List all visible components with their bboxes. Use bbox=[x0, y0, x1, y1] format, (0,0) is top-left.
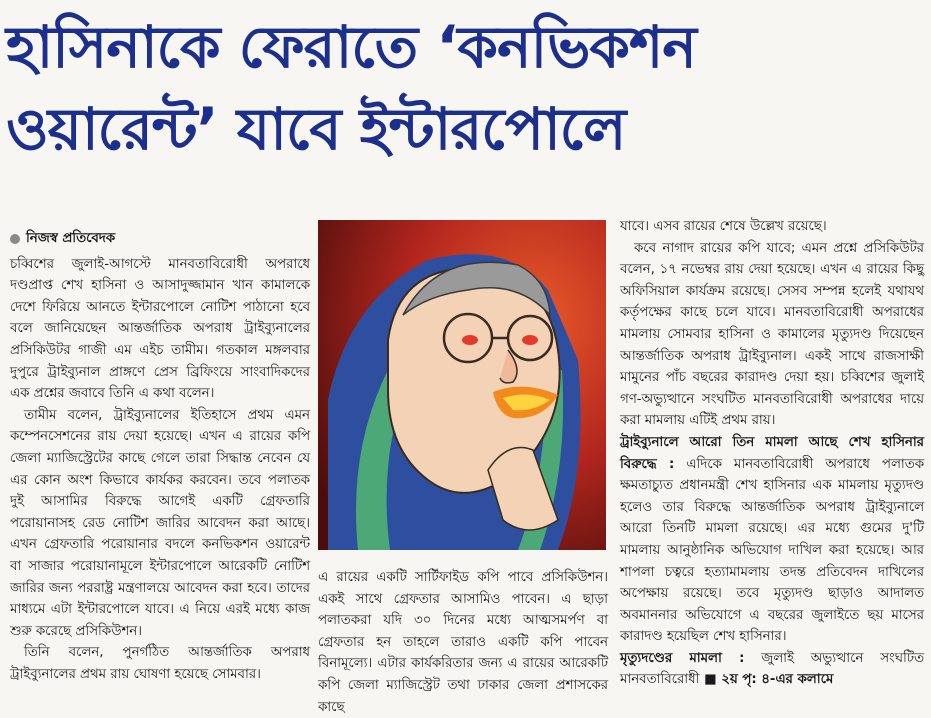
headline bbox=[6, 6, 924, 170]
headline-line-2: ওয়ারেন্ট’ যাবে ইন্টারপোলে bbox=[6, 95, 626, 163]
continued-note: ■ ২য় পৃ: ৪-এর কলামে bbox=[699, 672, 834, 688]
headline-line-1: হাসিনাকে ফেরাতে ‘কনভিকশন bbox=[6, 13, 696, 81]
paragraph bbox=[620, 432, 924, 648]
paragraph bbox=[620, 648, 924, 691]
paragraph: তামীম বলেন, ট্রাইব্যুনালের ইতিহাসে প্রথম এমন কম্পেনসেশনের রায় দেয়া হয়েছে। এখন এ রায়ের কপি জেলা ম্যাজিস্ট্রেটের কাছে গেলে তারা সিদ্ধান্ত নেবেন যে এর কোন অংশ কিভাবে কার্যকর করবেন। তবে পলাতক দুই আসামির বিরুদ্ধে আগেই একটি গ্রেফতারি পরোয়ানাসহ রেড নোটিশ জারির আবেদন করা আছে। এখন গ্রেফতারি পরোয়ানার বদলে কনভিকশন ওয়ারেন্ট বা সাজার পরোয়ানামূলে ইন্টারপোলে আরেকটি নোটিশ জারির জন্য পররাষ্ট্র মন্ত্রণালয়ে আবেদন করা হবে। তাদের মাধ্যমে এটা ইন্টারপোলে যাবে। এ নিয়ে এরই মধ্যে কাজ শুরু করেছে প্রসিকিউশন। bbox=[10, 407, 310, 639]
subheading: ট্রাইব্যুনালে আরো তিন মামলা আছে শেখ হাসিনার বিরুদ্ধে : bbox=[620, 434, 924, 472]
paragraph: এ রায়ের একটি সার্টিফাইড কপি পাবে প্রসিকিউশন। একই সাথে গ্রেফতার আসামিও পাবেন। এ ছাড়া পলাতকরা যদি ৩০ দিনের মধ্যে আত্মসমর্পণ বা গ্রেফতার হন তাহলে তারাও একটি কপি পাবেন বিনামূল্যে। এটার কার্যকরিতার জন্য এ রায়ের আরেকটি কপি জেলা ম্যাজিস্ট্রেট তথা ঢাকার জেলা প্রশাসকের কাছে bbox=[318, 570, 608, 715]
byline bbox=[10, 228, 310, 250]
article-column-1 bbox=[10, 228, 310, 685]
paragraph-text: এদিকে মানবতাবিরোধী অপরাধে পলাতক ক্ষমতাচ্যুত প্রধানমন্ত্রী শেখ হাসিনার এক মামলায় মৃত্যুদণ্ড হলেও তার বিরুদ্ধে আন্তর্জাতিক অপরাধ ট্রাইব্যুনালে আরো তিনটি মামলা রয়েছে। এর মধ্যে গুমের দু'টি মামলায় আনুষ্ঠানিক অভিযোগ দাখিল করা হয়েছে। আর শাপলা চত্বরে হত্যামামলায় তদন্ত প্রতিবেদন দাখিলের অপেক্ষায় রয়েছে। তবে মৃত্যুদণ্ড ছাড়াও আদালত অবমাননার অভিযোগে এ বছরের জুলাইতে ছয় মাসের কারাদণ্ড হয়েছিল শেখ হাসিনার। bbox=[620, 456, 924, 645]
article-column-2 bbox=[318, 567, 608, 718]
paragraph-text: জুলাই অভ্যুত্থানে সংঘটিত মানবতাবিরোধী bbox=[620, 650, 924, 688]
paragraph: কবে নাগাদ রায়ের কপি যাবে; এমন প্রশ্নে প্রসিকিউটর বলেন, ১৭ নভেম্বর রায় দেয়া হয়েছে। এখন এ রায়ের কিছু অফিসিয়াল কার্যক্রম রয়েছে। সেসব সম্পন্ন হলেই যথাযথ কর্তৃপক্ষের কাছে চলে যাবে। মানবতাবিরোধী অপরাধের মামলায় সোমবার হাসিনা ও কামালের মৃত্যুদণ্ড দিয়েছেন আন্তর্জাতিক অপরাধ ট্রাইব্যুনাল। একই সাথে রাজসাক্ষী মামুনের পাঁচ বছরের কারাদণ্ড দেয়া হয়। চব্বিশের জুলাই গণ-অভ্যুত্থানে সংঘটিত মানবতাবিরোধী অপরাধের দায়ে করা মামলায় এটিই প্রথম রায়। bbox=[620, 240, 924, 429]
cartoon-illustration bbox=[318, 220, 606, 550]
subheading: মৃত্যুদণ্ডের মামলা : bbox=[620, 650, 745, 666]
byline-text: নিজস্ব প্রতিবেদক bbox=[26, 231, 116, 246]
paragraph: যাবে। এসব রায়ের শেষে উল্লেখ রয়েছে। bbox=[620, 219, 827, 234]
paragraph: চব্বিশের জুলাই-আগস্টে মানবতাবিরোধী অপরাধে দণ্ডপ্রাপ্ত শেখ হাসিনা ও আসাদুজ্জামান খান কামালকে দেশে ফিরিয়ে আনতে ইন্টারপোলে নোটিশ পাঠানো হবে বলে জানিয়েছেন আন্তর্জাতিক অপরাধ ট্রাইব্যুনালের প্রসিকিউটর গাজী এম এইচ তামীম। গতকাল মঙ্গলবার দুপুরে ট্রাইব্যুনাল প্রাঙ্গণে প্রেস ব্রিফিংয়ে সাংবাদিকদের এক প্রশ্নের জবাবে তিনি এ কথা বলেন। bbox=[10, 256, 310, 402]
paragraph: তিনি বলেন, পুনর্গঠিত আন্তর্জাতিক অপরাধ ট্রাইব্যুনালের প্রথম রায় ঘোষণা হয়েছে সোমবার। bbox=[10, 645, 310, 682]
article-column-3 bbox=[620, 216, 924, 691]
bullet-dot-icon bbox=[10, 234, 20, 244]
